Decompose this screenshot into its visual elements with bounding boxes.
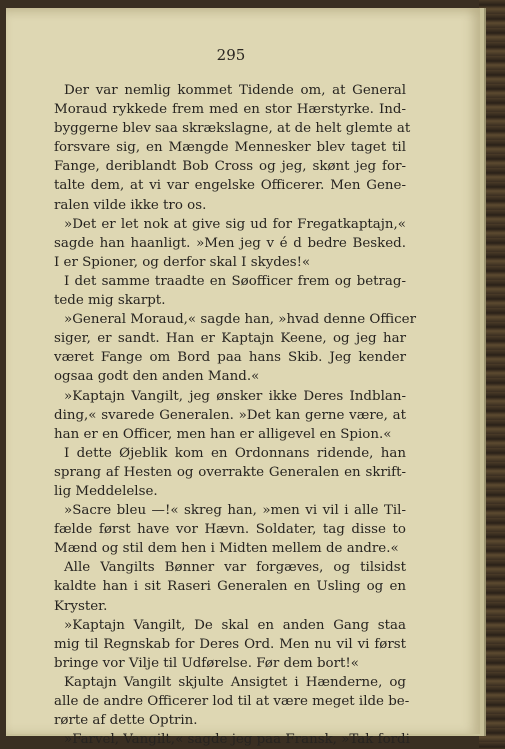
text-line: Moraud rykkede frem med en stor Hærstyrke. Ind- [54, 102, 406, 118]
text-line: I dette Øjeblik kom en Ordonnans ridende, han [64, 445, 406, 461]
text-line: ralen vilde ikke tro os. [54, 197, 207, 213]
text-line: sagde han haanligt. »Men jeg v é d bedre Besked. [54, 235, 406, 251]
text-line: fælde først have vor Hævn. Soldater, tag disse to [54, 522, 406, 538]
text-line: »Sacre bleu —!« skreg han, »men vi vil i alle Til- [64, 503, 406, 519]
text-line: Der var nemlig kommet Tidende om, at General [64, 83, 406, 98]
text-line: »Farvel, Vangilt,« sagde jeg paa Fransk, »Tak fordi [64, 732, 410, 748]
page-stack [6, 8, 486, 748]
text-line: »General Moraud,« sagde han, »hvad denne Officer [64, 312, 416, 328]
text-line: han er en Officer, men han er alligevel en Spion.« [54, 426, 392, 442]
text-line: sprang af Hesten og overrakte Generalen en skrift- [54, 464, 406, 480]
text-line: I er Spioner, og derfor skal I skydes!« [54, 254, 311, 270]
text-line: ogsaa godt den anden Mand.« [54, 369, 260, 385]
text-line: kaldte han i sit Raseri Generalen en Usling og en [54, 579, 406, 595]
text-line: ding,« svarede Generalen. »Det kan gerne være, at [54, 407, 406, 423]
text-line: Kryster. [54, 598, 108, 614]
page-number: 295 [216, 46, 246, 64]
text-line: Alle Vangilts Bønner var forgæves, og tilsidst [64, 560, 406, 576]
text-line: rørte af dette Optrin. [54, 713, 198, 729]
text-line: »Kaptajn Vangilt, jeg ønsker ikke Deres Indblan- [64, 388, 406, 404]
text-line: bringe vor Vilje til Udførelse. Før dem bort!« [54, 655, 359, 671]
text-line: siger, er sandt. Han er Kaptajn Keene, og jeg har [54, 331, 406, 347]
text-line: »Kaptajn Vangilt, De skal en anden Gang staa [64, 617, 406, 633]
text-line: I det samme traadte en Søofficer frem og betrag- [64, 273, 406, 289]
text-line: Mænd og stil dem hen i Midten mellem de andre.« [54, 541, 399, 557]
text-line: talte dem, at vi var engelske Officerer. Men Gene- [54, 178, 406, 194]
text-line: tede mig skarpt. [54, 293, 166, 309]
text-line: »Det er let nok at give sig ud for Fregatkaptajn,« [64, 216, 406, 232]
text-line: Fange, deriblandt Bob Cross og jeg, skønt jeg for- [54, 159, 406, 175]
body-text [54, 81, 416, 749]
book-page [6, 8, 480, 748]
text-line: byggerne blev saa skrækslagne, at de helt glemte at [54, 121, 411, 137]
text-line: mig til Regnskab for Deres Ord. Men nu vil vi først [54, 636, 406, 652]
text-line: lig Meddelelse. [54, 483, 158, 499]
text-line: forsvare sig, en Mængde Mennesker blev taget til [54, 140, 406, 156]
text-line: alle de andre Officerer lod til at være meget ilde be- [54, 694, 410, 709]
text-line: været Fange om Bord paa hans Skib. Jeg kender [54, 350, 406, 366]
text-line: Kaptajn Vangilt skjulte Ansigtet i Hænderne, og [64, 674, 406, 690]
